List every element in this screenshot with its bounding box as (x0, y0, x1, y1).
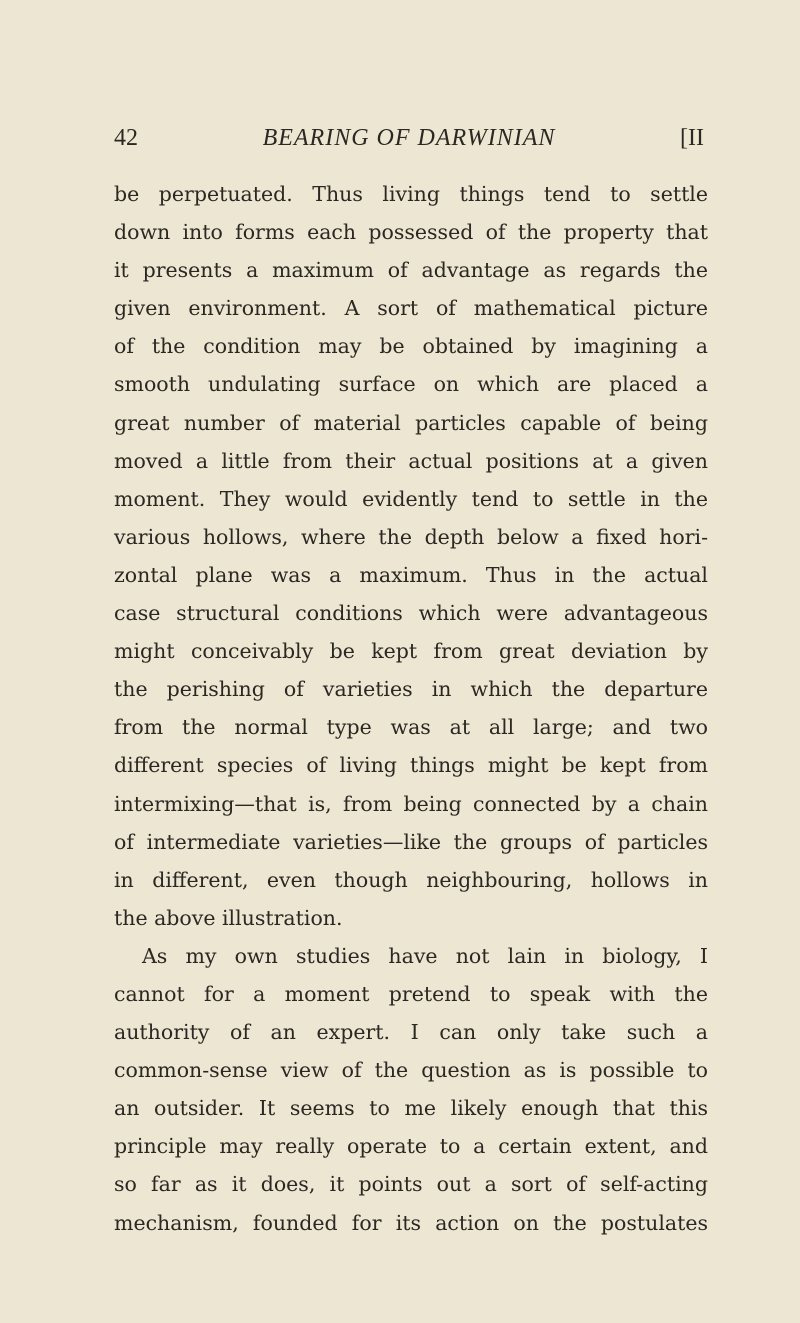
running-head (114, 120, 704, 156)
text-line: different species of living things might be kept from (114, 753, 708, 778)
text-line: moment. They would evidently tend to settle in the (114, 486, 708, 511)
text-line: mechanism, founded for its action on the postulates (114, 1210, 708, 1235)
text-line: intermixing—that is, from being connected by a chain (114, 791, 708, 816)
text-line: be perpetuated. Thus living things tend to settle (114, 182, 708, 206)
text-line: the perishing of varieties in which the departure (114, 677, 708, 702)
text-line: from the normal type was at all large; and two (114, 715, 708, 740)
text-line: great number of material particles capable of being (114, 410, 708, 435)
text-line: principle may really operate to a certain extent, and (114, 1134, 708, 1159)
text-line: of the condition may be obtained by imagining a (114, 334, 708, 359)
paragraph-end-line: the above illustration. (114, 905, 343, 930)
text-line: of intermediate varieties—like the groups of particles (114, 829, 708, 854)
text-line: in different, even though neighbouring, hollows in (114, 867, 708, 892)
text-line: cannot for a moment pretend to speak with the (114, 981, 708, 1006)
running-title: BEARING OF DARWINIAN (262, 125, 556, 151)
text-line: down into forms each possessed of the property that (114, 220, 708, 245)
text-line: common-sense view of the question as is possible to (114, 1058, 708, 1083)
text-line: case structural conditions which were advantageous (114, 601, 708, 626)
text-line: an outsider. It seems to me likely enough that this (114, 1096, 708, 1121)
text-line: authority of an expert. I can only take such a (114, 1020, 708, 1045)
text-line: given environment. A sort of mathematical picture (114, 296, 708, 321)
text-line: various hollows, where the depth below a fixed hori- (114, 524, 708, 549)
text-line: might conceivably be kept from great deviation by (114, 639, 708, 664)
text-line: smooth undulating surface on which are placed a (114, 372, 708, 397)
text-line: zontal plane was a maximum. Thus in the actual (114, 562, 708, 587)
text-line: so far as it does, it points out a sort of self-acting (114, 1172, 708, 1197)
chapter-mark: [II (680, 125, 704, 151)
paragraph-start-line: As my own studies have not lain in biology, I (142, 943, 708, 968)
text-line: moved a little from their actual positions at a given (114, 448, 708, 473)
body-text (114, 175, 708, 1242)
text-line: it presents a maximum of advantage as regards the (114, 258, 708, 283)
page-number: 42 (114, 125, 138, 151)
